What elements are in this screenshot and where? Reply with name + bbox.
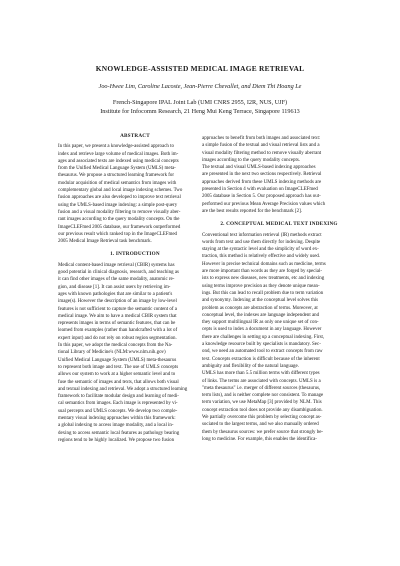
introduction-paragraph-1: Medical content-based image retrieval (CBIR) systems has good potential in clinical diagnosis, research, and teaching as it can find other images of the same modality, anatomic re- gion, and disease [1]. It can assist users by retrieving im- ages with known pathologies that are similar to a patient's image(s). However the description of an image by low-level features is not sufficient to capture the semantic content of a medical image. We aim to have a medical CBIR system that represents images in terms of semantic features, that can be learned from examples (rather than handcrafted with a lot of expert input) and do not rely on robust region segmentation.: [58, 262, 179, 341]
paper-title: KNOWLEDGE-ASSISTED MEDICAL IMAGE RETRIEVAL: [95, 64, 305, 73]
section-2-paragraph-2: UMLS has more than 5.5 million terms with different types of links. The terms are associated with concepts. UMLS is a "meta thesaurus" i.e. merger of different sources (thesaurus, term lists), and is neither complete nor consistent. To manage term variation, we use MetaMap [3] provided by NLM. This concept extraction tool does not provide any disambiguation. We partially overcome this problem by selecting concept as- sociated to the largest terms, and we also manually ordered them by thesaurus sources: we prefer source that strongly be- long to medicine. For example, this enables the identifica-: [202, 371, 324, 442]
right-column: [202, 135, 356, 443]
intro-continuation-paragraph: approaches to benefit from both images and associated text: a simple fusion of the textual and visual retrieval lists and a visual modality filtering method to remove visually aberrant images according to the query modality concepts.: [202, 136, 322, 163]
intro-outline-paragraph: The textual and visual UMLS-based indexing approaches are presented in the next two sections respectively. Retrieval approaches derived from these UMLS indexing methods are presented in Section 4 with evaluation on ImageCLEFmed 2005 database in Section 5. Our proposed approach has out- performed our previous Mean Average Precision values which are the best results reported for the benchmark [2].: [202, 165, 326, 214]
affiliation-line-1: French-Singapore IPAL Joint Lab (UMI CNRS 2955, I2R, NUS, UJF): [112, 99, 288, 106]
section-2-heading: 2. CONCEPTUAL MEDICAL TEXT INDEXING: [220, 221, 338, 228]
paper-authors: Joo-Hwee Lim, Caroline Lacoste, Jean-Pierre Chevallet, and Diem Thi Hoang Le: [98, 83, 302, 90]
abstract-heading: ABSTRACT: [120, 133, 150, 139]
introduction-paragraph-2: In this paper, we adopt the medical concepts from the Na- tional Library of Medicine's (NLM:www.nlm.nih.gov) Unified Medical Language System (UMLS) meta-thesaurus to represent both image and text. The use of UMLS concepts allows our system to work at a higher semantic level and to fuse the semantic of images and texts, that allows both visual and textual indexing and retrieval. We adopt a structured learning framework to facilitate modular design and learning of medi- cal semantics from images. Each image is represented by vi- sual percepts and UMLS concepts. We develop two comple- mentary visual indexing approaches within this framework: a global indexing to access image modality, and a local in- dexing to access semantic local features as pathology bearing regions tend to be highly localized. We propose two fusion: [58, 343, 188, 443]
affiliation-line-2: Institute for Infocomm Research, 21 Heng Mui Keng Terrace, Singapore 119613: [100, 108, 300, 115]
section-2-paragraph-1: Conventional text information retrieval (IR) methods extract words from text and use them directly for indexing. Despite staying at the syntactic level and the simplicity of word ex- traction, this method is relatively effective and widely used. However in precise technical domains such as medicine, terms are more important than words as they are forged by special- ists to express new diseases, new treatments, etc and indexing using terms improve precision as they denote unique mean- ings. But this can lead to recall problem due to term variation and synonymy. Indexing at the conceptual level solves this problem as concepts are abstraction of terms. Moreover, at conceptual level, the indexes are language independent and they support multilingual IR as only one unique set of con- cepts is used to index a document in any language. However there are challenges in setting up a conceptual indexing. First, a knowledge resource built by specialists is mandatory. Sec- ond, we need an automated tool to extract concepts from raw text. Concepts extraction is difficult because of the inherent ambiguity and flexibility of the natural language.: [202, 232, 326, 369]
abstract-text: In this paper, we present a knowledge-assisted approach to index and retrieve large volume of medical images. Both im- ages and associated texts are indexed using medical concepts from the Unified Medical Language System (UMLS) meta- thesaurus. We propose a structured learning framework for modular acquisition of medical semantics from images with complementary global and local image indexing schemes. Two fusion approaches are also developed to improve text retrieval using the UMLS-based image indexing: a simple post-query fusion and a visual modality filtering to remove visually aber- rant images according to the query modality concepts. On the ImageCLEFmed 2005 database, our framework outperformed our previous result which ranked top in the ImageCLEFmed 2005 Medical Image Retrieval task benchmark.: [58, 144, 183, 245]
introduction-heading: 1. INTRODUCTION: [110, 251, 160, 258]
left-column: [58, 133, 212, 444]
